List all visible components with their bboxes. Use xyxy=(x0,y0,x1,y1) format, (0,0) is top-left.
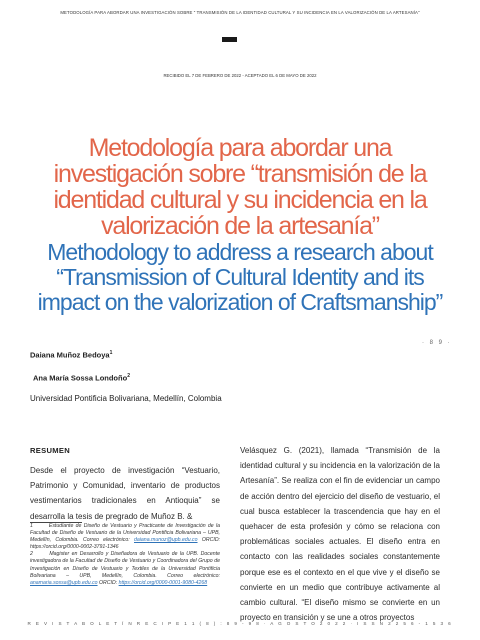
footnote-2-email-link[interactable]: anamaria.sossa@upb.edu.co xyxy=(30,579,98,586)
abstract-left-column: Desde el proyecto de investigación “Vestuario, Patrimonio y Comunidad, inventario de productos vestimentarios tradicionales en Antioquia” se desarrolla la tesis de pregrado de Muñoz B. & xyxy=(30,466,220,521)
footnote-2-text: Magister en Desarrollo y Diseñadora de Vestuario de la UPB. Docente investigadora de la Facultad de Diseño de Vestuario y Coordinadora del Grupo de Investigación en Diseño de Vestuario y Textiles de la Universidad Pontificia Bolivariana – UPB, Medellín, Colombia. Correo electrónico: xyxy=(30,551,220,579)
author-1 xyxy=(30,350,112,360)
header-bar xyxy=(222,37,237,42)
page-number: · 8 9 · xyxy=(422,340,452,346)
resumen-heading: RESUMEN xyxy=(30,446,71,455)
footnote-1-email-link[interactable]: daiana.munoz@upb.edu.co xyxy=(134,537,198,544)
abstract-right-column: Velásquez G. (2021), llamada “Transmisión de la identidad cultural y su incidencia en la valorización de la Artesanía”. Se realiza con el fin de evidenciar un campo de acción dentro del ejercicio del diseño de vestuario, el cual busca establecer la trascendencia que hay en el quehacer de esta profesión y cómo se relaciona con problemáticas sociales actuales. El diseño entra en contacto con las realidades sociales constantemente porque ese es el contexto en el que vive y el diseño se convierte en un medio que contribuye activamente al cambio cultural. “El diseño mismo se convierte en un proyecto en transición y se une a otros proyectos xyxy=(240,446,440,623)
footnote-2-orcid-link[interactable]: https://orcid.org/0000-0001-9080-4268 xyxy=(118,579,208,586)
title-spanish: Metodología para abordar una investigación sobre “transmisión de la identidad cultural y su incidencia en la valorización de la artesanía” xyxy=(53,134,427,240)
author-1-footnote-marker: 1 xyxy=(109,350,113,356)
author-2-footnote-marker: 2 xyxy=(127,373,130,379)
footnote-1-text: Estudiante de Diseño de Vestuario y Practicante de Investigación de la Facultad de Diseño de Vestuario de la Universidad Pontificia Bolivariana – UPB, Medellín, Colombia. Correo electrónico: xyxy=(30,523,220,544)
author-1-name: Daiana Muñoz Bedoya xyxy=(30,350,110,360)
author-2 xyxy=(33,373,130,383)
author-2-name: Ana María Sossa Londoño xyxy=(33,373,128,383)
footnote-2 xyxy=(30,551,220,586)
footnote-2-orcid-label: ORCID: xyxy=(99,579,118,586)
title-english: Methodology to address a research about “Transmission of Cultural Identity and its impact on the valorization of Craftsmanship” xyxy=(37,239,443,315)
footnotes xyxy=(30,523,220,587)
footnote-1 xyxy=(30,523,220,551)
footnote-1-number: 1 xyxy=(30,523,33,529)
journal-footer: R E V I S T A B O L E T Í N R E C I P E 1 1 ( 8 ) : 8 9 - 9 8 · A G O S T O 2 0 2 2 · I S S N 2 2 5 6 - 1 5 3 6 xyxy=(27,621,453,626)
received-accepted-dates: RECIBIDO EL 7 DE FEBRERO DE 2022 - ACEPTADO EL 6 DE MAYO DE 2022 xyxy=(163,73,317,78)
affiliation: Universidad Pontificia Bolivariana, Medellín, Colombia xyxy=(30,394,222,403)
footnote-1-orcid: ORCID: https://orcid.org/0000-0002-3791-1346 xyxy=(30,537,220,551)
running-header: METODOLOGÍA PARA ABORDAR UNA INVESTIGACIÓN SOBRE " TRANSMISIÓN DE LA IDENTIDAD CULTURAL Y SU INCIDENCIA EN LA VALORIZACIÓN DE LA ARTESANÍA" xyxy=(60,10,420,15)
footnote-2-number: 2 xyxy=(30,551,33,558)
